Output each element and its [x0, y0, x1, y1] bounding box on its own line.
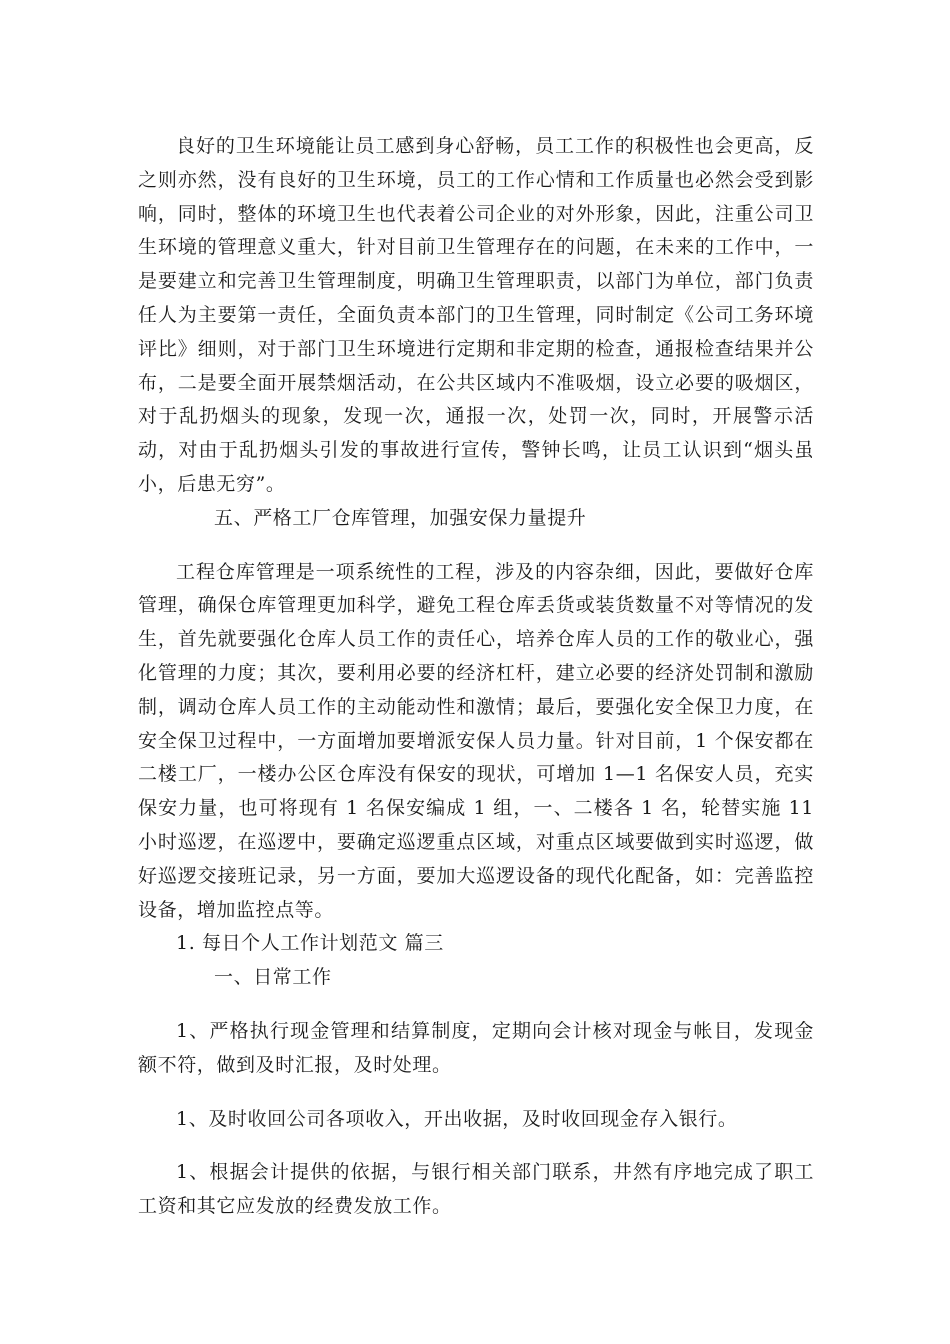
paragraph-warehouse: 工程仓库管理是一项系统性的工程，涉及的内容杂细，因此，要做好仓库管理，确保仓库管理更加科学，避免工程仓库丢货或装货数量不对等情况的发生，首先就要强化仓库人员工作的责任心，培养仓库人员的工作的敬业心，强化管理的力度；其次，要利用必要的经济杠杆，建立必要的经济处罚制和激励制，调动仓库人员工作的主动能动性和激情；最后，要强化安全保卫力度，在安全保卫过程中，一方面增加要增派安保人员力量。针对目前，1 个保安都在二楼工厂，一楼办公区仓库没有保安的现状，可增加 1—1 名保安人员，充实保安力量，也可将现有 1 名保安编成 1 组，一、二楼各 1 名，轮替实施 11 小时巡逻，在巡逻中，要确定巡逻重点区域，对重点区域要做到实时巡逻，做好巡逻交接班记录，另一方面，要加大巡逻设备的现代化配备，如：完善监控设备，增加监控点等。: [138, 560, 814, 921]
list-item: 1、及时收回公司各项收入，开出收据，及时收回现金存入银行。: [176, 1107, 738, 1130]
document-page: [138, 130, 814, 1224]
section-5-heading: 五、严格工厂仓库管理，加强安保力量提升: [214, 506, 587, 529]
paragraph-hygiene: 良好的卫生环境能让员工感到身心舒畅，员工工作的积极性也会更高，反之则亦然，没有良好的卫生环境，员工的工作心情和工作质量也必然会受到影响，同时，整体的环境卫生也代表着公司企业的对外形象，因此，注重公司卫生环境的管理意义重大，针对目前卫生管理存在的问题，在未来的工作中，一是要建立和完善卫生管理制度，明确卫生管理职责，以部门为单位，部门负责任人为主要第一责任，全面负责本部门的卫生管理，同时制定《公司工务环境评比》细则，对于部门卫生环境进行定期和非定期的检查，通报检查结果并公布，二是要全面开展禁烟活动，在公共区域内不准吸烟，设立必要的吸烟区，对于乱扔烟头的现象，发现一次，通报一次，处罚一次，同时，开展警示活动，对由于乱扔烟头引发的事故进行宣传，警钟长鸣，让员工认识到“烟头虽小，后患无穷”。: [138, 135, 814, 495]
section-title: 1. 每日个人工作计划范文 篇三: [176, 932, 444, 955]
subsection-heading: 一、日常工作: [214, 966, 332, 989]
list-item: 1、严格执行现金管理和结算制度，定期向会计核对现金与帐目，发现金额不符，做到及时汇报，及时处理。: [138, 1019, 814, 1076]
list-item: 1、根据会计提供的依据，与银行相关部门联系，井然有序地完成了职工工资和其它应发放的经费发放工作。: [138, 1161, 814, 1218]
